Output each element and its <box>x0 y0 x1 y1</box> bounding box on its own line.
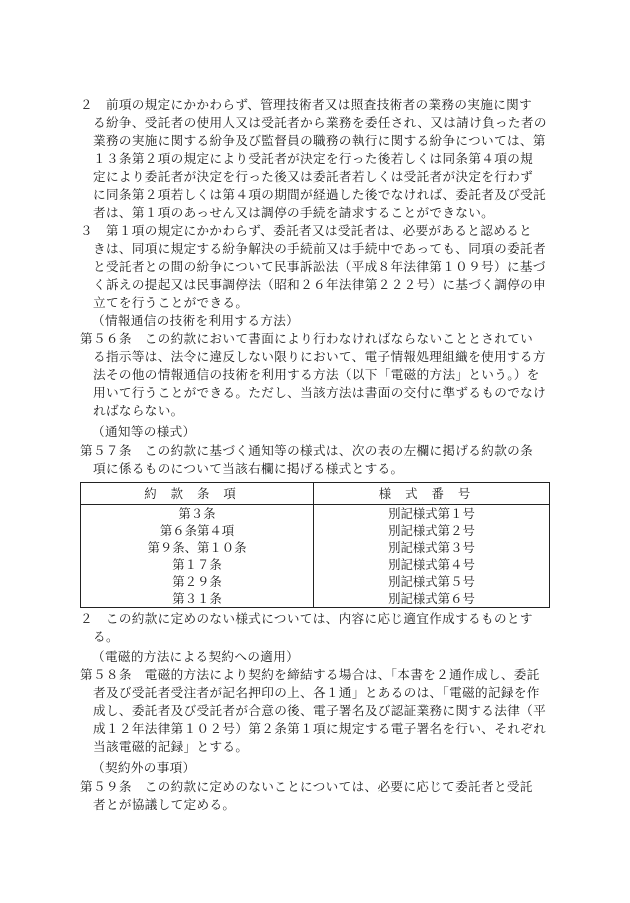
article-56-line-5: ればならない。 <box>93 403 184 418</box>
para-2-line-4: １３条第２項の規定により受託者が決定を行った後若しくは同条第４項の規 <box>93 151 534 166</box>
table-cell-form: 別記様式第３号 <box>314 539 550 556</box>
article-58-line-3: 成し、委託者及び受託者が合意の後、電子署名及び認証業務に関する法律（平 <box>93 703 547 718</box>
heading-article-59: （契約外の事項） <box>92 760 196 775</box>
table-cell-form: 別記様式第５号 <box>314 573 550 590</box>
table-header-row <box>81 483 550 505</box>
table-cell-form: 別記様式第１号 <box>314 505 550 523</box>
para-3-line-3: と受託者との間の紛争について民事訴訟法（平成８年法律第１０９号）に基づ <box>93 259 546 274</box>
table-row <box>81 573 550 590</box>
article-58-line-4: 成１２年法律第１０２号）第２条第１項に規定する電子署名を行い、それぞれ <box>93 721 547 736</box>
table-cell-clause: 第６条第４項 <box>81 522 314 539</box>
article-57-line-1: 第５７条 この約款に基づく通知等の様式は、次の表の左欄に掲げる約款の条 <box>80 443 534 458</box>
table-cell-clause: 第２９条 <box>81 573 314 590</box>
article-58-line-2: 者及び受託者受注者が記名押印の上、各１通」とあるのは、「電磁的記録を作 <box>93 685 540 700</box>
table-cell-clause: 第１７条 <box>81 556 314 573</box>
table-header-form-number: 様式番号 <box>314 483 550 505</box>
heading-article-57: （通知等の様式） <box>92 424 196 439</box>
article-56-line-3: 法その他の情報通信の技術を利用する方法（以下「電磁的方法」という。）を <box>93 367 540 382</box>
heading-article-56: （情報通信の技術を利用する方法） <box>92 313 300 328</box>
article-58-line-1: 第５８条 電磁的方法により契約を締結する場合は、「本書を２通作成し、委託 <box>80 667 540 682</box>
table-row <box>81 556 550 573</box>
table-row <box>81 539 550 556</box>
table-cell-clause: 第３１条 <box>81 590 314 608</box>
para-3-line-1: ３ 第１項の規定にかかわらず、委託者又は受託者は、必要があると認めると <box>80 223 533 238</box>
heading-article-58: （電磁的方法による契約への適用） <box>92 649 300 664</box>
table-header-clause: 約款条項 <box>81 483 314 505</box>
para-3-line-5: 立てを行うことができる。 <box>93 295 249 310</box>
para-2-line-7: 者は、第１項のあっせん又は調停の手続を請求することができない。 <box>93 205 495 220</box>
form-style-table <box>80 482 550 608</box>
para-2-line-3: 業務の実施に関する紛争及び監督員の職務の執行に関する紛争については、第 <box>93 133 546 148</box>
table-cell-clause: 第９条、第１０条 <box>81 539 314 556</box>
para-2-line-5: 定により委託者が決定を行った後又は委託者若しくは受託者が決定を行わず <box>93 169 534 184</box>
table-row <box>81 590 550 608</box>
para-3-line-4: く訴えの提起又は民事調停法（昭和２６年法律第２２２号）に基づく調停の申 <box>93 277 547 292</box>
article-56-line-4: 用いて行うことができる。ただし、当該方法は書面の交付に準ずるものでなけ <box>93 385 547 400</box>
article-59-line-2: 者とが協議して定める。 <box>93 797 236 812</box>
table-row <box>81 522 550 539</box>
para-2-line-6: に同条第２項若しくは第４項の期間が経過した後でなければ、委託者及び受託 <box>93 187 547 202</box>
para-3-line-2: きは、同項に規定する紛争解決の手続前又は手続中であっても、同項の委託者 <box>93 241 546 256</box>
table-cell-form: 別記様式第４号 <box>314 556 550 573</box>
table-cell-form: 別記様式第２号 <box>314 522 550 539</box>
article-56-line-2: る指示等は、法令に違反しない限りにおいて、電子情報処理組織を使用する方 <box>93 349 546 364</box>
table-cell-clause: 第３条 <box>81 505 314 523</box>
para-2-line-1: ２ 前項の規定にかかわらず、管理技術者又は照査技術者の業務の実施に関す <box>80 97 533 112</box>
para-2-line-2: る紛争、受託者の使用人又は受託者から業務を委任され、又は請け負った者の <box>93 115 547 130</box>
para-57-2-line-1: ２ この約款に定めのない様式については、内容に応じ適宜作成するものとす <box>80 611 533 626</box>
table-cell-form: 別記様式第６号 <box>314 590 550 608</box>
table-row <box>81 505 550 523</box>
para-57-2-line-2: る。 <box>93 629 119 644</box>
article-57-line-2: 項に係るものについて当該右欄に掲げる様式とする。 <box>93 461 404 476</box>
article-59-line-1: 第５９条 この約款に定めのないことについては、必要に応じて委託者と受託 <box>80 779 533 794</box>
article-56-line-1: 第５６条 この約款において書面により行わなければならないこととされてい <box>80 331 534 346</box>
article-58-line-5: 当該電磁的記録」とする。 <box>93 739 249 754</box>
